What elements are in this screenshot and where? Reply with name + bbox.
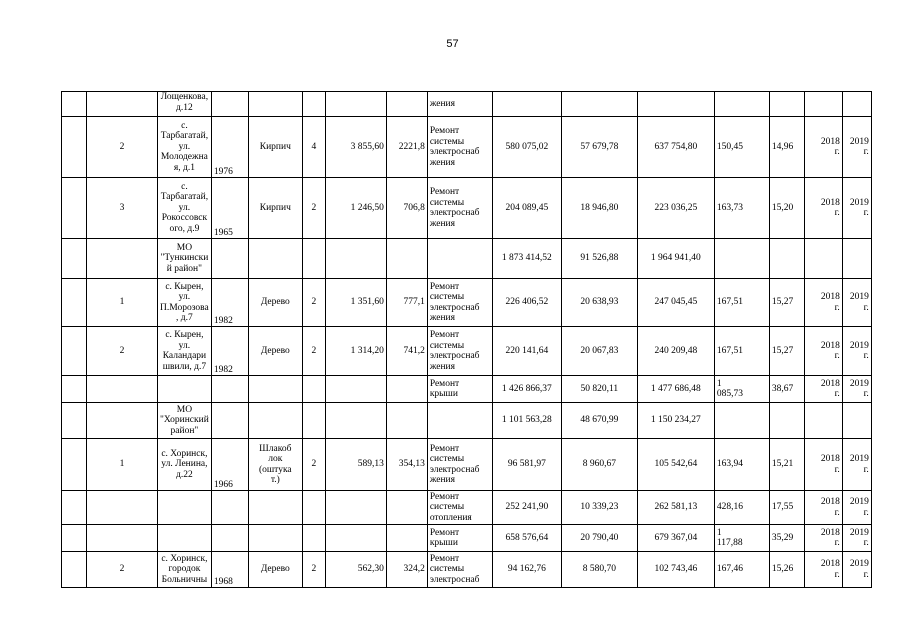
cell-end: 2019 г. [842, 552, 871, 588]
cell-address: Лощенкова, д.12 [158, 92, 212, 117]
cell-num [87, 239, 158, 279]
cell-cost: 204 089,45 [492, 178, 561, 239]
cell-start: 2018 г. [804, 552, 842, 588]
cell-area2 [386, 403, 427, 439]
cell-blank [62, 403, 87, 439]
cell-num [87, 491, 158, 525]
cell-start: 2018 г. [804, 376, 842, 403]
cell-year: 1982 [211, 327, 248, 376]
cell-area1: 1 351,60 [325, 279, 386, 327]
cell-num: 3 [87, 178, 158, 239]
cell-floors [302, 525, 325, 552]
cell-total: 1 150 234,27 [637, 403, 714, 439]
cell-total: 637 754,80 [637, 117, 714, 178]
cell-floors: 2 [302, 552, 325, 588]
cell-floors: 2 [302, 327, 325, 376]
cell-total: 1 964 941,40 [637, 239, 714, 279]
cell-area1 [325, 239, 386, 279]
cell-end [842, 239, 871, 279]
cell-fund: 20 790,40 [561, 525, 637, 552]
cell-address: МО "Хоринский район" [158, 403, 212, 439]
cell-num [87, 92, 158, 117]
cell-cost: 96 581,97 [492, 439, 561, 491]
cell-start: 2018 г. [804, 327, 842, 376]
table-row [62, 376, 872, 403]
cell-fund: 20 067,83 [561, 327, 637, 376]
cell-pct: 15,26 [769, 552, 804, 588]
cell-year [211, 376, 248, 403]
cell-unit-cost: 163,94 [714, 439, 769, 491]
cell-area1: 1 246,50 [325, 178, 386, 239]
cell-cost [492, 92, 561, 117]
cell-blank [62, 117, 87, 178]
cell-blank [62, 327, 87, 376]
cell-blank [62, 239, 87, 279]
cell-blank [62, 376, 87, 403]
cell-blank [62, 439, 87, 491]
cell-pct: 15,27 [769, 279, 804, 327]
cell-end [842, 403, 871, 439]
cell-year [211, 403, 248, 439]
cell-address: с. Тарбагатай, ул. Рокоссовск ого, д.9 [158, 178, 212, 239]
cell-pct: 15,27 [769, 327, 804, 376]
cell-end: 2019 г. [842, 376, 871, 403]
cell-end: 2019 г. [842, 279, 871, 327]
cell-work: Ремонт системы электроснаб жения [427, 327, 492, 376]
cell-num: 1 [87, 279, 158, 327]
cell-total [637, 92, 714, 117]
cell-year [211, 525, 248, 552]
cell-area1 [325, 92, 386, 117]
cell-blank [62, 491, 87, 525]
cell-floors [302, 92, 325, 117]
cell-area1: 1 314,20 [325, 327, 386, 376]
cell-unit-cost: 428,16 [714, 491, 769, 525]
cell-cost: 1 426 866,37 [492, 376, 561, 403]
cell-floors [302, 403, 325, 439]
cell-unit-cost: 150,45 [714, 117, 769, 178]
cell-cost: 226 406,52 [492, 279, 561, 327]
cell-material: Кирпич [248, 117, 302, 178]
cell-pct: 38,67 [769, 376, 804, 403]
cell-address: с. Кырен, ул. П.Морозова , д.7 [158, 279, 212, 327]
cell-num: 2 [87, 552, 158, 588]
cell-area2: 2221,8 [386, 117, 427, 178]
cell-unit-cost: 163,73 [714, 178, 769, 239]
cell-material [248, 376, 302, 403]
cell-num [87, 525, 158, 552]
cell-year [211, 239, 248, 279]
cell-area2 [386, 525, 427, 552]
cell-end: 2019 г. [842, 525, 871, 552]
cell-start: 2018 г. [804, 491, 842, 525]
cell-fund: 10 339,23 [561, 491, 637, 525]
table-row [62, 117, 872, 178]
cell-pct: 15,20 [769, 178, 804, 239]
cell-cost: 220 141,64 [492, 327, 561, 376]
cell-end: 2019 г. [842, 327, 871, 376]
cell-total: 223 036,25 [637, 178, 714, 239]
cell-cost: 1 873 414,52 [492, 239, 561, 279]
cell-num [87, 376, 158, 403]
cell-start [804, 403, 842, 439]
cell-cost: 1 101 563,28 [492, 403, 561, 439]
cell-material [248, 92, 302, 117]
cell-floors: 2 [302, 439, 325, 491]
cell-work [427, 239, 492, 279]
cell-floors: 2 [302, 279, 325, 327]
repair-program-table [61, 91, 872, 588]
cell-total: 105 542,64 [637, 439, 714, 491]
cell-address: с. Хоринск, городок Больничны [158, 552, 212, 588]
cell-pct: 15,21 [769, 439, 804, 491]
cell-area1 [325, 491, 386, 525]
cell-blank [62, 525, 87, 552]
cell-area2 [386, 491, 427, 525]
cell-material: Шлакоб лок (оштука т.) [248, 439, 302, 491]
cell-pct: 35,29 [769, 525, 804, 552]
cell-floors: 2 [302, 178, 325, 239]
cell-start [804, 92, 842, 117]
cell-unit-cost: 1 085,73 [714, 376, 769, 403]
cell-work: Ремонт крыши [427, 376, 492, 403]
cell-work [427, 403, 492, 439]
cell-unit-cost [714, 403, 769, 439]
cell-work: Ремонт системы электроснаб жения [427, 178, 492, 239]
cell-address: с. Тарбагатай, ул. Молодежна я, д.1 [158, 117, 212, 178]
cell-material: Дерево [248, 279, 302, 327]
cell-blank [62, 279, 87, 327]
cell-start: 2018 г. [804, 525, 842, 552]
cell-start [804, 239, 842, 279]
cell-total: 247 045,45 [637, 279, 714, 327]
cell-fund: 20 638,93 [561, 279, 637, 327]
cell-fund: 50 820,11 [561, 376, 637, 403]
cell-pct [769, 92, 804, 117]
cell-material: Кирпич [248, 178, 302, 239]
cell-year: 1976 [211, 117, 248, 178]
cell-total: 262 581,13 [637, 491, 714, 525]
cell-cost: 94 162,76 [492, 552, 561, 588]
cell-material [248, 239, 302, 279]
cell-area1 [325, 525, 386, 552]
cell-blank [62, 92, 87, 117]
cell-num: 1 [87, 439, 158, 491]
cell-end: 2019 г. [842, 491, 871, 525]
cell-fund [561, 92, 637, 117]
cell-year: 1965 [211, 178, 248, 239]
cell-material [248, 525, 302, 552]
cell-area2 [386, 239, 427, 279]
cell-material [248, 491, 302, 525]
table-row [62, 178, 872, 239]
cell-address: МО "Тункински й район" [158, 239, 212, 279]
cell-material: Дерево [248, 552, 302, 588]
cell-work: жения [427, 92, 492, 117]
table-row [62, 525, 872, 552]
cell-unit-cost [714, 92, 769, 117]
table-row [62, 279, 872, 327]
cell-area1 [325, 403, 386, 439]
cell-area1: 589,13 [325, 439, 386, 491]
table-row [62, 552, 872, 588]
table-row [62, 403, 872, 439]
cell-start: 2018 г. [804, 178, 842, 239]
cell-area1 [325, 376, 386, 403]
cell-floors: 4 [302, 117, 325, 178]
cell-pct [769, 403, 804, 439]
table-row [62, 327, 872, 376]
cell-total: 102 743,46 [637, 552, 714, 588]
cell-unit-cost: 167,51 [714, 327, 769, 376]
cell-floors [302, 239, 325, 279]
table-row [62, 239, 872, 279]
cell-total: 240 209,48 [637, 327, 714, 376]
cell-area2 [386, 92, 427, 117]
cell-end: 2019 г. [842, 439, 871, 491]
cell-start: 2018 г. [804, 117, 842, 178]
cell-cost: 252 241,90 [492, 491, 561, 525]
cell-start: 2018 г. [804, 439, 842, 491]
cell-work: Ремонт системы электроснаб жения [427, 117, 492, 178]
cell-cost: 580 075,02 [492, 117, 561, 178]
cell-blank [62, 552, 87, 588]
cell-total: 679 367,04 [637, 525, 714, 552]
cell-fund: 91 526,88 [561, 239, 637, 279]
cell-address: с. Кырен, ул. Каландари швили, д.7 [158, 327, 212, 376]
cell-area2: 324,2 [386, 552, 427, 588]
cell-area2: 706,8 [386, 178, 427, 239]
table-row [62, 92, 872, 117]
cell-fund: 48 670,99 [561, 403, 637, 439]
cell-pct: 17,55 [769, 491, 804, 525]
cell-address [158, 376, 212, 403]
cell-cost: 658 576,64 [492, 525, 561, 552]
cell-num: 2 [87, 327, 158, 376]
cell-fund: 8 960,67 [561, 439, 637, 491]
cell-area1: 562,30 [325, 552, 386, 588]
cell-year: 1982 [211, 279, 248, 327]
cell-blank [62, 178, 87, 239]
cell-year: 1968 [211, 552, 248, 588]
cell-fund: 57 679,78 [561, 117, 637, 178]
cell-unit-cost [714, 239, 769, 279]
page-number: 57 [446, 38, 459, 50]
cell-area2 [386, 376, 427, 403]
cell-end: 2019 г. [842, 178, 871, 239]
cell-pct [769, 239, 804, 279]
cell-work: Ремонт системы отопления [427, 491, 492, 525]
cell-address: с. Хоринск, ул. Ленина, д.22 [158, 439, 212, 491]
cell-unit-cost: 167,51 [714, 279, 769, 327]
cell-num [87, 403, 158, 439]
cell-work: Ремонт крыши [427, 525, 492, 552]
cell-unit-cost: 1 117,88 [714, 525, 769, 552]
cell-end [842, 92, 871, 117]
table-row [62, 491, 872, 525]
cell-fund: 8 580,70 [561, 552, 637, 588]
cell-start: 2018 г. [804, 279, 842, 327]
cell-year [211, 491, 248, 525]
cell-work: Ремонт системы электроснаб жения [427, 439, 492, 491]
cell-work: Ремонт системы электроснаб [427, 552, 492, 588]
cell-floors [302, 491, 325, 525]
cell-pct: 14,96 [769, 117, 804, 178]
cell-area2: 777,1 [386, 279, 427, 327]
cell-num: 2 [87, 117, 158, 178]
table-row [62, 439, 872, 491]
cell-total: 1 477 686,48 [637, 376, 714, 403]
cell-fund: 18 946,80 [561, 178, 637, 239]
cell-area1: 3 855,60 [325, 117, 386, 178]
cell-address [158, 491, 212, 525]
cell-floors [302, 376, 325, 403]
cell-unit-cost: 167,46 [714, 552, 769, 588]
cell-end: 2019 г. [842, 117, 871, 178]
cell-work: Ремонт системы электроснаб жения [427, 279, 492, 327]
cell-year: 1966 [211, 439, 248, 491]
cell-year [211, 92, 248, 117]
cell-address [158, 525, 212, 552]
cell-material [248, 403, 302, 439]
cell-material: Дерево [248, 327, 302, 376]
cell-area2: 354,13 [386, 439, 427, 491]
cell-area2: 741,2 [386, 327, 427, 376]
